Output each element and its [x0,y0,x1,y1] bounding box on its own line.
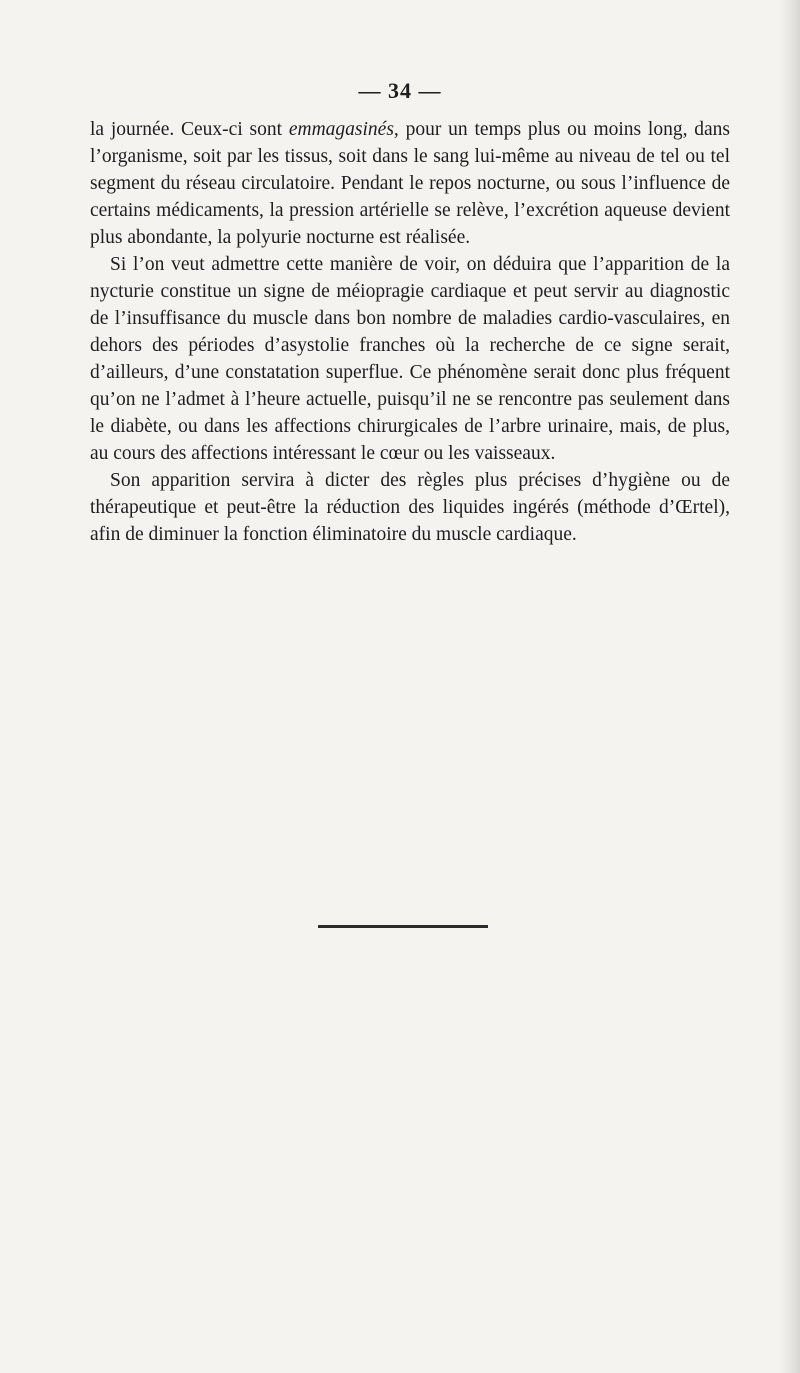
section-end-rule [318,925,488,928]
paragraph-1-start: la journée. Ceux-ci sont [90,119,289,140]
body-text [90,116,730,548]
paragraph-1 [90,116,730,251]
paragraph-1-end: pour un temps plus ou moins long, dans l’organisme, soit par les tissus, soit dans le sang lui-même au niveau de tel ou tel segment du réseau circulatoire. Pendant le repos nocturne, ou sous l’influence de certains médicaments, la pression artérielle se relève, l’excrétion aqueuse devient plus abondante, la polyurie nocturne est réalisée. [90,119,730,248]
paragraph-3: Son apparition servira à dicter des règles plus précises d’hygiène ou de thérapeutique et peut-être la réduction des liquides ingérés (méthode d’Œrtel), afin de diminuer la fonction éliminatoire du muscle cardiaque. [90,470,730,545]
page-number: — 34 — [358,78,442,103]
page-edge-shadow [778,0,800,1373]
paragraph-2: Si l’on veut admettre cette manière de voir, on déduira que l’apparition de la nycturie constitue un signe de méiopragie cardiaque et peut servir au diagnostic de l’insuffisance du muscle dans bon nombre de maladies cardio-vasculaires, en dehors des périodes d’asystolie franches où la recherche de ce signe serait, d’ailleurs, d’une constatation superflue. Ce phénomène serait donc plus fréquent qu’on ne l’admet à l’heure actuelle, puisqu’il ne se rencontre pas seulement dans le diabète, ou dans les affections chirurgicales de l’arbre urinaire, mais, de plus, au cours des affections intéressant le cœur ou les vaisseaux. [90,254,730,464]
paragraph-1-emphasis: emmagasinés, [288,119,399,140]
